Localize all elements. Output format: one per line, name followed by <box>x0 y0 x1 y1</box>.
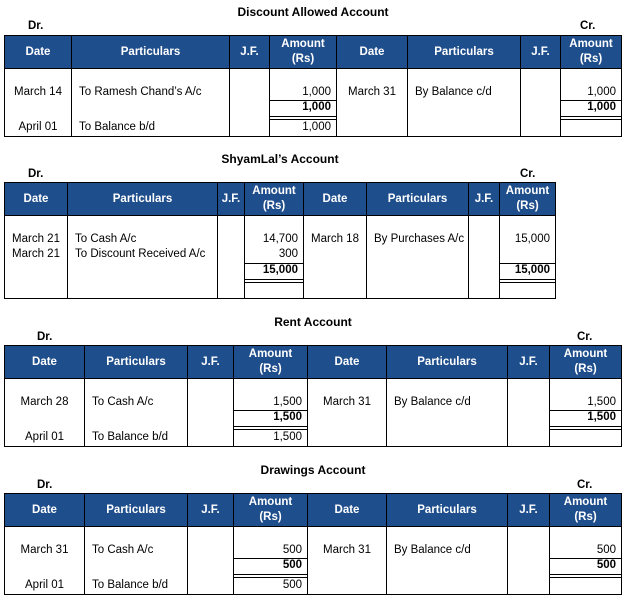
header-amount: Amount (Rs) <box>550 494 622 527</box>
entry-date: March 31 <box>348 86 396 98</box>
account-title: Discount Allowed Account <box>237 5 389 19</box>
credit-marker: Cr. <box>577 479 593 491</box>
credit-date-cell <box>308 527 387 595</box>
header-jf: J.F. <box>508 494 550 527</box>
debit-jf-cell <box>188 379 234 447</box>
header-date: Date <box>5 494 85 527</box>
header-jf: J.F. <box>230 36 270 69</box>
ledger-table <box>4 493 622 595</box>
header-jf: J.F. <box>188 494 234 527</box>
credit-jf-cell <box>521 69 561 137</box>
entry-amount: 500 <box>282 579 302 591</box>
entry-amount: 1,000 <box>587 86 616 98</box>
debit-date-cell <box>5 69 72 137</box>
header-jf: J.F. <box>521 36 561 69</box>
debit-particulars-cell <box>72 69 230 137</box>
entry-particulars: To Balance b/d <box>79 121 156 133</box>
ledger-table <box>4 35 622 137</box>
debit-jf-cell <box>218 216 245 299</box>
debit-amount-cell <box>270 69 337 137</box>
credit-marker: Cr. <box>580 20 596 32</box>
total-amount: 500 <box>596 559 616 571</box>
header-particulars: Particulars <box>68 183 218 216</box>
account-title: Rent Account <box>274 315 352 329</box>
credit-jf-cell <box>469 216 500 299</box>
debit-marker: Dr. <box>28 168 44 180</box>
double-rule <box>561 116 621 120</box>
entry-date: March 21 <box>12 248 60 260</box>
header-jf: J.F. <box>218 183 245 216</box>
entry-amount: 1,500 <box>273 396 302 408</box>
header-amount: Amount (Rs) <box>234 346 308 379</box>
credit-amount-cell <box>550 379 622 447</box>
entry-amount: 1,500 <box>273 431 302 443</box>
double-rule <box>550 426 621 430</box>
total-amount: 1,000 <box>587 101 616 113</box>
double-rule <box>500 279 555 283</box>
header-date: Date <box>5 346 85 379</box>
entry-particulars: To Cash A/c <box>92 544 154 556</box>
entry-amount: 1,000 <box>302 86 331 98</box>
ledger-table <box>4 345 622 447</box>
debit-amount-cell <box>245 216 304 299</box>
header-jf: J.F. <box>469 183 500 216</box>
entry-particulars: To Discount Received A/c <box>75 248 206 260</box>
entry-date: March 18 <box>311 233 359 245</box>
entry-particulars: To Cash A/c <box>75 233 137 245</box>
header-amount: Amount (Rs) <box>550 346 622 379</box>
account-title: ShyamLal’s Account <box>221 152 339 166</box>
header-jf: J.F. <box>508 346 550 379</box>
entry-particulars: By Balance c/d <box>394 396 471 408</box>
header-date: Date <box>5 183 68 216</box>
credit-particulars-cell <box>387 527 508 595</box>
credit-amount-cell <box>550 527 622 595</box>
total-amount: 15,000 <box>514 264 550 276</box>
total-amount: 1,500 <box>587 411 616 423</box>
header-date: Date <box>304 183 367 216</box>
credit-jf-cell <box>508 527 550 595</box>
header-particulars: Particulars <box>387 346 508 379</box>
header-amount: Amount (Rs) <box>270 36 337 69</box>
credit-marker: Cr. <box>520 168 536 180</box>
double-rule <box>245 279 303 283</box>
debit-date-cell <box>5 379 85 447</box>
header-particulars: Particulars <box>85 346 188 379</box>
entry-amount: 500 <box>282 544 302 556</box>
debit-jf-cell <box>188 527 234 595</box>
header-particulars: Particulars <box>72 36 230 69</box>
entry-date: March 21 <box>12 233 60 245</box>
debit-particulars-cell <box>68 216 218 299</box>
header-amount: Amount (Rs) <box>234 494 308 527</box>
debit-amount-cell <box>234 527 308 595</box>
entry-particulars: By Purchases A/c <box>374 233 465 245</box>
credit-date-cell <box>337 69 408 137</box>
header-date: Date <box>308 346 387 379</box>
total-amount: 15,000 <box>262 264 298 276</box>
entry-amount: 500 <box>596 544 616 556</box>
total-amount: 1,000 <box>302 101 331 113</box>
header-particulars: Particulars <box>85 494 188 527</box>
entry-particulars: To Cash A/c <box>92 396 154 408</box>
entry-date: March 14 <box>14 86 62 98</box>
entry-amount: 15,000 <box>514 233 550 245</box>
entry-amount: 300 <box>278 248 298 260</box>
debit-particulars-cell <box>85 379 188 447</box>
double-rule <box>550 574 621 578</box>
credit-jf-cell <box>508 379 550 447</box>
header-amount: Amount (Rs) <box>245 183 304 216</box>
account-title: Drawings Account <box>260 463 366 477</box>
entry-particulars: By Balance c/d <box>415 86 492 98</box>
entry-particulars: To Balance b/d <box>92 431 169 443</box>
header-amount: Amount (Rs) <box>500 183 556 216</box>
total-amount: 1,500 <box>273 411 302 423</box>
header-amount: Amount (Rs) <box>561 36 622 69</box>
debit-particulars-cell <box>85 527 188 595</box>
header-jf: J.F. <box>188 346 234 379</box>
entry-date: March 28 <box>20 396 69 408</box>
entry-date: March 31 <box>323 544 371 556</box>
entry-particulars: By Balance c/d <box>394 544 471 556</box>
entry-particulars: To Balance b/d <box>92 579 169 591</box>
header-particulars: Particulars <box>408 36 521 69</box>
entry-date: April 01 <box>25 431 64 443</box>
credit-date-cell <box>308 379 387 447</box>
credit-amount-cell <box>500 216 556 299</box>
debit-marker: Dr. <box>37 479 53 491</box>
header-date: Date <box>5 36 72 69</box>
entry-date: March 31 <box>20 544 69 556</box>
credit-particulars-cell <box>387 379 508 447</box>
debit-date-cell <box>5 527 85 595</box>
debit-marker: Dr. <box>28 20 44 32</box>
entry-amount: 14,700 <box>262 233 298 245</box>
entry-date: April 01 <box>25 579 64 591</box>
header-particulars: Particulars <box>367 183 469 216</box>
credit-amount-cell <box>561 69 622 137</box>
header-date: Date <box>337 36 408 69</box>
credit-particulars-cell <box>367 216 469 299</box>
header-date: Date <box>308 494 387 527</box>
debit-jf-cell <box>230 69 270 137</box>
entry-amount: 1,500 <box>587 396 616 408</box>
entry-date: March 31 <box>323 396 371 408</box>
debit-amount-cell <box>234 379 308 447</box>
credit-particulars-cell <box>408 69 521 137</box>
total-amount: 500 <box>282 559 302 571</box>
credit-date-cell <box>304 216 367 299</box>
entry-date: April 01 <box>18 121 58 133</box>
debit-date-cell <box>5 216 68 299</box>
debit-marker: Dr. <box>37 331 53 343</box>
entry-particulars: To Ramesh Chand’s A/c <box>79 86 202 98</box>
credit-marker: Cr. <box>577 331 593 343</box>
header-particulars: Particulars <box>387 494 508 527</box>
entry-amount: 1,000 <box>302 121 331 133</box>
ledger-table <box>4 182 556 299</box>
